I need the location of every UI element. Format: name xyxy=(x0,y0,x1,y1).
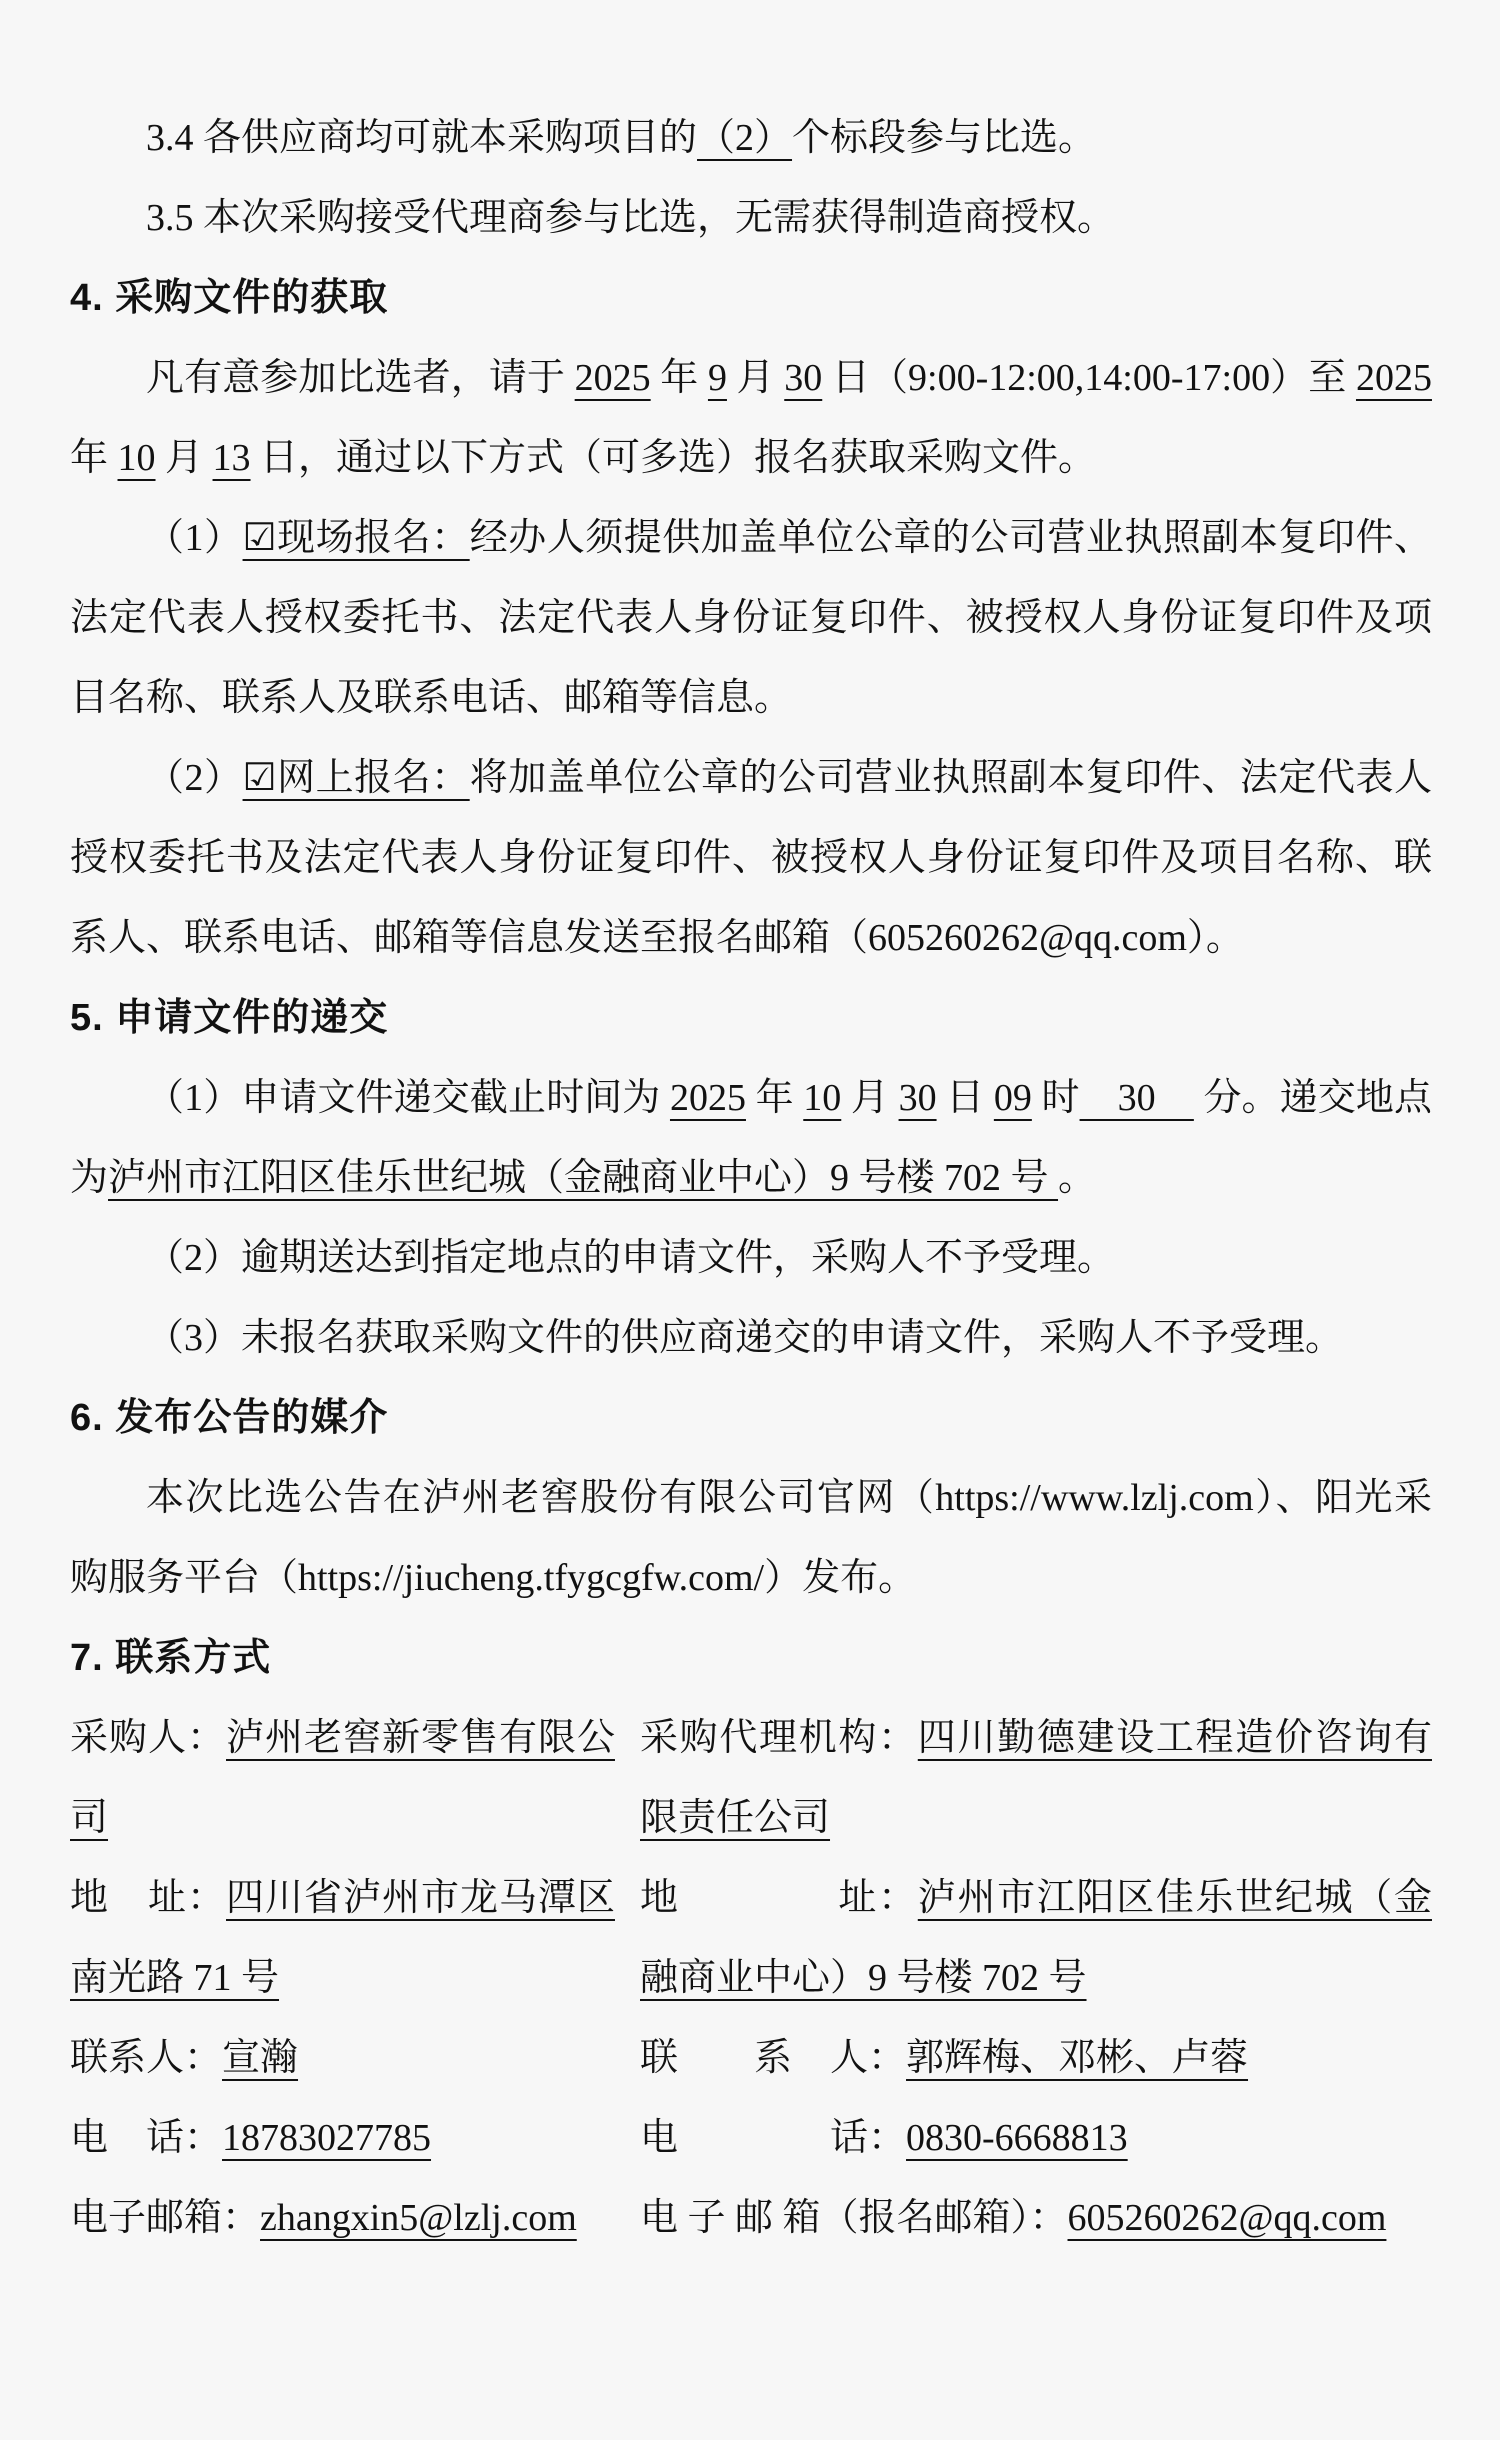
underlined-text: 30 xyxy=(898,1077,937,1119)
contact-value: 605260262@qq.com xyxy=(1067,2197,1387,2239)
underlined-text: 30 xyxy=(1079,1077,1194,1119)
contact-section xyxy=(70,1698,1432,2258)
text-run: 日 xyxy=(936,1077,994,1119)
contact-line xyxy=(640,2098,1432,2178)
text-run: 本次比选公告在泸州老窖股份有限公司官网（https://www.lzlj.com）、阳光采购服务平台（https://jiucheng.tfygcgfw.com/）发布。 xyxy=(70,1477,1432,1599)
paragraph xyxy=(70,98,1432,178)
text-run: 3.4 各供应商均可就本采购项目的 xyxy=(146,117,698,159)
contact-label: 联系人： xyxy=(70,2037,223,2079)
paragraph xyxy=(70,738,1432,978)
contact-label: 电 话： xyxy=(640,2117,907,2159)
contact-line xyxy=(640,1698,1432,1858)
contact-line xyxy=(70,2178,615,2258)
paragraph xyxy=(70,178,1432,258)
paragraph xyxy=(70,1298,1432,1378)
text-run: 个标段参与比选。 xyxy=(792,117,1097,159)
contact-value: zhangxin5@lzlj.com xyxy=(260,2197,577,2239)
contact-value: 泸州老窖新零售有限公司 xyxy=(70,1717,615,1839)
contact-value: 四川勤德建设工程造价咨询有限责任公司 xyxy=(640,1717,1432,1839)
text-run: 3.5 本次采购接受代理商参与比选，无需获得制造商授权。 xyxy=(146,197,1116,239)
paragraph xyxy=(70,1458,1432,1618)
text-run: 凡有意参加比选者，请于 xyxy=(146,357,575,399)
underlined-text: ☑网上报名： xyxy=(242,757,470,799)
section-heading: 4. 采购文件的获取 xyxy=(70,277,389,319)
contact-value: 四川省泸州市龙马潭区南光路 71 号 xyxy=(70,1877,615,1999)
text-run: （1） xyxy=(146,517,243,559)
contact-column-purchaser xyxy=(70,1698,615,2258)
text-run: 年 xyxy=(70,437,118,479)
contact-line xyxy=(640,2018,1432,2098)
text-run: （3）未报名获取采购文件的供应商递交的申请文件，采购人不予受理。 xyxy=(146,1317,1344,1359)
underlined-text: 10 xyxy=(803,1077,842,1119)
paragraph xyxy=(70,338,1432,498)
text-run: 分。递交地点为 xyxy=(70,1077,1432,1199)
contact-value: 宣瀚 xyxy=(222,2037,299,2079)
underlined-text: 2025 xyxy=(669,1077,746,1119)
underlined-text: 2025 xyxy=(574,357,651,399)
contact-line xyxy=(640,2178,1432,2258)
underlined-text: 2025 xyxy=(1355,357,1432,399)
text-run: 时 xyxy=(1031,1077,1080,1119)
text-run: （2） xyxy=(146,757,243,799)
document-body xyxy=(70,98,1432,1698)
contact-label: 电子邮箱： xyxy=(70,2197,261,2239)
text-run: （2）逾期送达到指定地点的申请文件，采购人不予受理。 xyxy=(146,1237,1116,1279)
text-run: （1）申请文件递交截止时间为 xyxy=(146,1077,670,1119)
underlined-text: ☑现场报名： xyxy=(242,517,470,559)
underlined-text: 泸州市江阳区佳乐世纪城（金融商业中心）9 号楼 702 号 xyxy=(108,1157,1059,1199)
contact-label: 电 子 邮 箱（报名邮箱）： xyxy=(640,2197,1068,2239)
contact-line xyxy=(70,2018,615,2098)
underlined-text: 13 xyxy=(212,437,251,479)
contact-value: 郭辉梅、邓彬、卢蓉 xyxy=(906,2037,1249,2079)
paragraph xyxy=(70,498,1432,738)
paragraph xyxy=(70,1218,1432,1298)
underlined-text: 30 xyxy=(784,357,823,399)
text-run: 月 xyxy=(841,1077,899,1119)
contact-value: 0830-6668813 xyxy=(906,2117,1128,2159)
text-run: 年 xyxy=(650,357,708,399)
contact-line xyxy=(70,1698,615,1858)
text-run: 日，通过以下方式（可多选）报名获取采购文件。 xyxy=(250,437,1097,479)
text-run: 月 xyxy=(155,437,213,479)
underlined-text: （2） xyxy=(697,117,793,159)
paragraph xyxy=(70,1058,1432,1218)
underlined-text: 09 xyxy=(993,1077,1032,1119)
contact-label: 地 址： xyxy=(640,1877,918,1919)
contact-value: 泸州市江阳区佳乐世纪城（金融商业中心）9 号楼 702 号 xyxy=(640,1877,1432,1999)
text-run: 年 xyxy=(745,1077,804,1119)
text-run: 经办人须提供加盖单位公章的公司营业执照副本复印件、法定代表人授权委托书、法定代表人身份证复印件、被授权人身份证复印件及项目名称、联系人及联系电话、邮箱等信息。 xyxy=(70,517,1432,719)
contact-label: 联 系 人： xyxy=(640,2037,907,2079)
contact-label: 地 址： xyxy=(70,1877,226,1919)
section-heading: 5. 申请文件的递交 xyxy=(70,997,389,1039)
contact-line xyxy=(70,1858,615,2018)
underlined-text: 10 xyxy=(117,437,156,479)
contact-column-agency xyxy=(640,1698,1432,2258)
text-run: 将加盖单位公章的公司营业执照副本复印件、法定代表人授权委托书及法定代表人身份证复印件、被授权人身份证复印件及项目名称、联系人、联系电话、邮箱等信息发送至报名邮箱（605260262@qq.com）。 xyxy=(70,757,1432,959)
text-run: 月 xyxy=(726,357,785,399)
text-run: 日（9:00-12:00,14:00-17:00）至 xyxy=(822,357,1356,399)
contact-label: 采购代理机构： xyxy=(640,1717,918,1759)
contact-label: 电 话： xyxy=(70,2117,223,2159)
section-heading: 7. 联系方式 xyxy=(70,1637,272,1679)
contact-label: 采购人： xyxy=(70,1717,226,1759)
contact-value: 18783027785 xyxy=(222,2117,432,2159)
underlined-text: 9 xyxy=(707,357,727,399)
section-heading: 6. 发布公告的媒介 xyxy=(70,1397,389,1439)
contact-line xyxy=(70,2098,615,2178)
text-run: 。 xyxy=(1058,1157,1097,1199)
contact-line xyxy=(640,1858,1432,2018)
